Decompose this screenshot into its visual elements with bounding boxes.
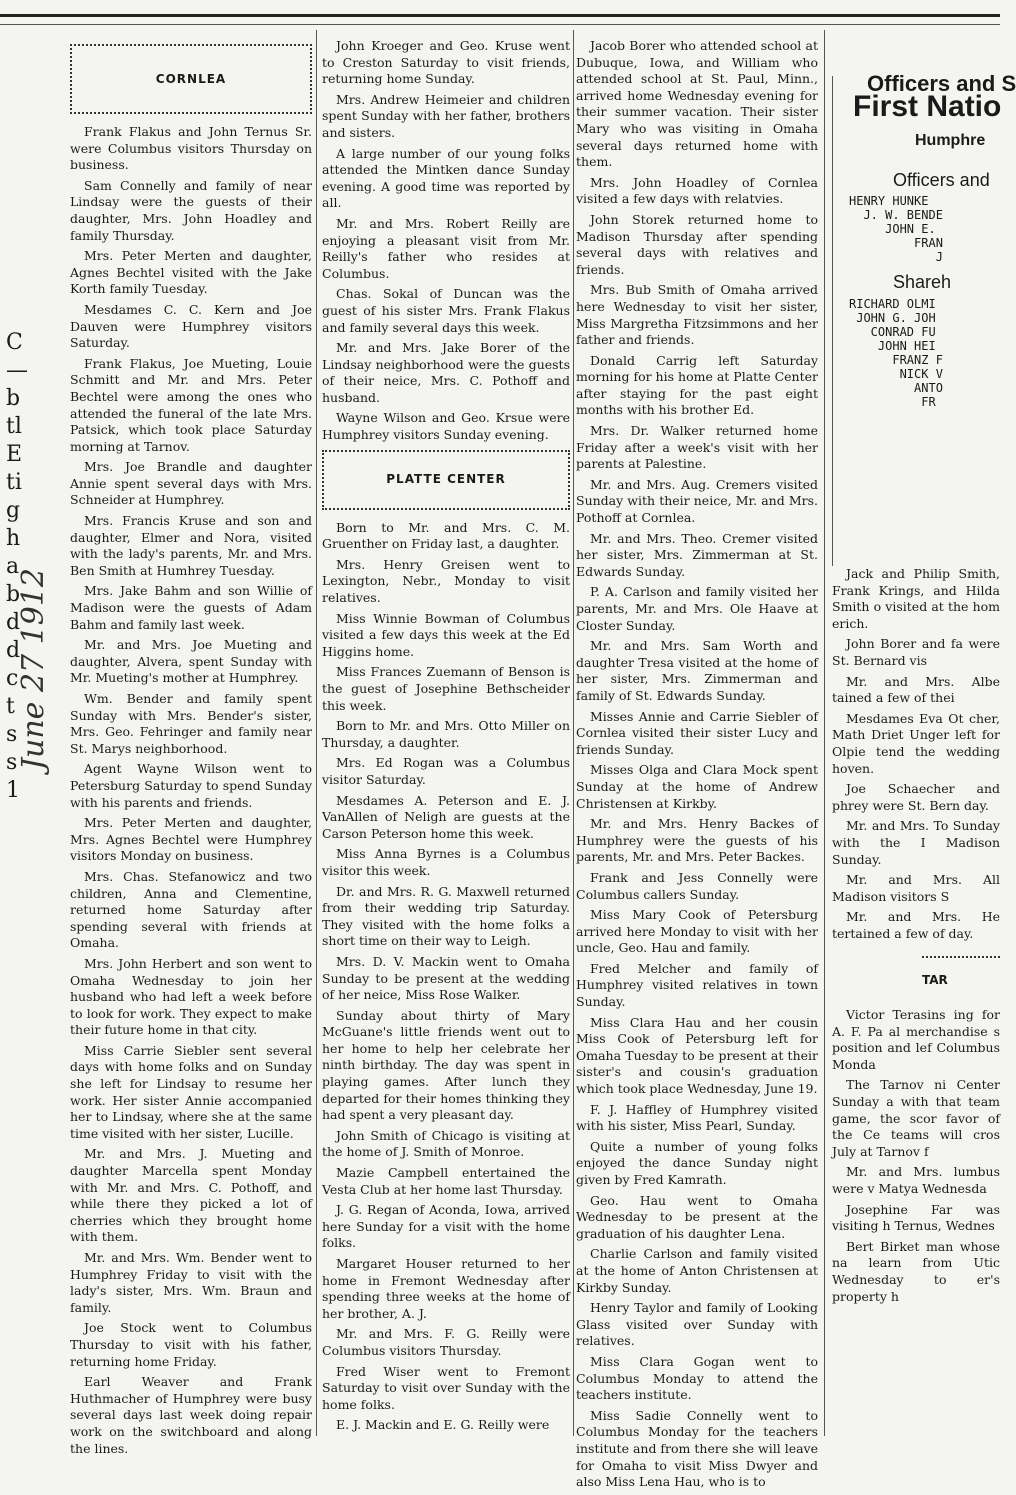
news-item: Margaret Houser returned to her home in Fremont Wednesday after spending three weeks at the home of her brother, A. J. [322,1256,570,1321]
news-item: Miss Clara Hau and her cousin Miss Cook of Petersburg left for Omaha Tuesday to be present at their sister's and cousin's graduation which took place Wednesday, June 19. [576,1014,818,1097]
column-body [832,1007,1000,1305]
news-item: Fred Melcher and family of Humphrey visited relatives in town Sunday. [576,960,818,1010]
news-item: Frank and Jess Connelly were Columbus callers Sunday. [576,869,818,902]
news-item: Bert Birket man whose na learn from Utic Wednesday to er's property h [832,1238,1000,1304]
news-item: Mesdames Eva Ot cher, Math Driet Unger left for Olpie tend the wedding hoven. [832,710,1000,776]
gutter-letter: t [6,694,15,719]
officers-heading: Officers and [893,169,990,190]
name-line: FRAN [849,236,943,251]
section-heading: CORNLEA [155,71,227,86]
news-item: Mrs. Francis Kruse and son and daughter, Elmer and Nora, visited with the lady's parents, Mr. and Mrs. Ben Smith at Humhrey Tuesday. [70,513,312,578]
news-item: Mrs. Andrew Heimeier and children spent Sunday with her father, brothers and sisters. [322,91,570,140]
gutter-letter: 1 [6,778,20,803]
name-line: JOHN G. JOH [849,310,936,325]
news-item: Mrs. Jake Bahm and son Willie of Madison were the guests of Adam Bahm and family last week. [70,583,312,632]
news-item: Victor Terasins ing for A. F. Pa al merchandise s position and lef Columbus Monda [832,1007,1000,1072]
news-item: Mr. and Mrs. F. G. Reilly were Columbus visitors Thursday. [322,1326,570,1358]
news-item: John Smith of Chicago is visiting at the home of J. Smith of Monroe. [322,1127,570,1160]
name-line: NICK V [849,366,943,381]
news-item: Miss Mary Cook of Petersburg arrived here Monday to visit with her uncle, Geo. Hau and family. [576,907,818,956]
news-item: Mrs. Peter Merten and daughter, Mrs. Agnes Bechtel were Humphrey visitors Monday on business. [70,815,312,864]
news-item: Josephine Far was visiting h Ternus, Wednes [832,1201,1000,1234]
news-item: Mrs. Ed Rogan was a Columbus visitor Saturday. [322,755,570,787]
name-line: HENRY HUNKE [849,194,929,209]
name-line: JOHN E. [849,222,936,237]
news-item: Joe Schaecher and phrey were St. Bern day. [832,781,1000,813]
name-line: FR [849,394,936,409]
news-item: Miss Anna Byrnes is a Columbus visitor this week. [322,846,570,878]
news-item: Mrs. Henry Greisen went to Lexington, Nebr., Monday to visit relatives. [322,556,570,606]
news-item: John Storek returned home to Madison Thursday after spending several days with relatives and friends. [576,211,818,277]
news-item: Born to Mr. and Mrs. Otto Miller on Thursday, a daughter. [322,718,570,750]
news-item: Miss Frances Zuemann of Benson is the guest of Josephine Bethscheider this week. [322,664,570,713]
news-item: Joe Stock went to Columbus Thursday to visit with his father, returning home Friday. [70,1320,312,1369]
column-body [70,124,312,1457]
column-bank-ad [832,38,1016,1436]
bank-name: First Natio [853,89,1002,123]
news-item: Frank Flakus and John Ternus Sr. were Columbus visitors Thursday on business. [70,124,312,173]
news-item: John Kroeger and Geo. Kruse went to Creston Saturday to visit friends, returning home Sunday. [322,38,570,87]
gutter-letter: a [6,554,20,579]
news-item: Mr. and Mrs. Aug. Cremers visited Sunday with their neice, Mr. and Mrs. Pothoff at Cornlea. [576,476,818,526]
news-item: Mesdames C. C. Kern and Joe Dauven were Humphrey visitors Saturday. [70,301,312,351]
gutter-letter: d [6,638,21,663]
news-item: Mazie Campbell entertained the Vesta Club at her home last Thursday. [322,1165,570,1197]
news-item: Geo. Hau went to Omaha Wednesday to be present at the graduation of his daughter Lena. [576,1192,818,1241]
news-item: Mr. and Mrs. Albe tained a few of thei [832,673,1000,706]
officers-list [849,194,1000,264]
news-item: P. A. Carlson and family visited her parents, Mr. and Mrs. Ole Haave at Closter Sunday. [576,584,818,633]
news-item: Agent Wayne Wilson went to Petersburg Saturday to spend Sunday with his parents and friends. [70,761,312,810]
column-third [576,38,818,1495]
gutter-letter: g [6,498,21,523]
news-item: Mrs. D. V. Mackin went to Omaha Sunday to be present at the wedding of her neice, Miss Rose Walker. [322,953,570,1003]
news-item: Mr. and Mrs. Henry Backes of Humphrey were the guests of his parents, Mr. and Mrs. Peter Backes. [576,816,818,865]
news-item: Miss Carrie Siebler sent several days with home folks and on Sunday she left for Lindsay to resume her work. Her sister Annie accompanied her to Lindsay, where she at the same time visited with her sister, Lucille. [70,1042,312,1141]
news-item: Misses Olga and Clara Mock spent Sunday at the home of Andrew Christensen at Kirkby. [576,762,818,811]
name-line: CONRAD FU [849,324,936,339]
news-item: Mrs. Bub Smith of Omaha arrived here Wednesday to visit her sister, Miss Margretha Fitzsimmons and her father and friends. [576,282,818,348]
gutter-letter: h [6,526,21,551]
top-rule [0,14,1000,17]
gutter-letter: s [6,722,18,747]
news-item: John Borer and fa were St. Bernard vis [832,636,1000,668]
bank-title-line: Officers and S [867,71,1016,96]
news-item: Dr. and Mrs. R. G. Maxwell returned from their wedding trip Saturday. They visited with the home folks a short time on their way to Leigh. [322,883,570,949]
news-item: Henry Taylor and family of Looking Glass visited over Sunday with relatives. [576,1300,818,1349]
news-item: Mrs. Dr. Walker returned home Friday after a week's visit with her parents at Palestine. [576,423,818,472]
shareholders-heading: Shareh [893,272,952,293]
news-item: Jacob Borer who attended school at Dubuque, Iowa, and William who attended school at St. Paul, Minn., arrived home Wednesday evening for their summer vacation. Their sister Mary who was visiting in Omaha several days returned home with them. [576,38,818,170]
news-item: Fred Wiser went to Fremont Saturday to visit over Sunday with the home folks. [322,1363,570,1412]
news-item: Mr. and Mrs. To Sunday with the I Madison Sunday. [832,818,1000,867]
news-item: Quite a number of young folks enjoyed the dance Sunday night given by Fred Kamrath. [576,1138,818,1187]
news-item: Wm. Bender and family spent Sunday with Mrs. Bender's sister, Mrs. Geo. Fehringer and family near St. Marys neighborhood. [70,691,312,756]
news-item: Mrs. John Hoadley of Cornlea visited a few days with relatvies. [576,174,818,207]
news-item: Misses Annie and Carrie Siebler of Cornlea visited their sister Lucy and friends Sunday. [576,708,818,757]
news-item: Jack and Philip Smith, Frank Krings, and Hilda Smith o visited at the hom erich. [832,566,1000,631]
news-item: F. J. Haffley of Humphrey visited with his sister, Miss Pearl, Sunday. [576,1101,818,1134]
name-line: J. W. BENDE [849,208,943,223]
column-cornlea [70,38,312,1461]
news-item: Mr. and Mrs. Theo. Cremer visited her sister, Mrs. Zimmerman at St. Edwards Sunday. [576,530,818,579]
section-header-box [70,44,312,114]
column-middle [322,38,570,1438]
news-item: Charlie Carlson and family visited at the home of Anton Christensen at Kirkby Sunday. [576,1246,818,1295]
gutter-letter: tl [6,414,22,439]
news-item: Mr. and Mrs. Robert Reilly are enjoying a pleasant visit from Mr. Reilly's father who resides at Columbus. [322,215,570,281]
gutter-letter: c [6,666,19,691]
news-item: Wayne Wilson and Geo. Krsue were Humphrey visitors Sunday evening. [322,410,570,443]
column-divider [573,30,574,1436]
news-item: Mr. and Mrs. Sam Worth and daughter Tresa visited at the home of her sister, Mrs. Zimmerman and family of St. Edwards Sunday. [576,638,818,703]
gutter-letter: ti [6,470,22,495]
section-heading: PLATTE CENTER [386,472,506,487]
news-item: Mr. and Mrs. Wm. Bender went to Humphrey Friday to visit with the lady's sister, Mrs. Wm. Braun and family. [70,1250,312,1315]
news-item: Mrs. Peter Merten and daughter, Agnes Bechtel visited with the Jake Korth family Tuesday. [70,248,312,297]
news-item: Chas. Sokal of Duncan was the guest of his sister Mrs. Frank Flakus and family several days this week. [322,286,570,335]
gutter-letter: — [6,358,28,383]
news-item: Miss Clara Gogan went to Columbus Monday to attend the teachers institute. [576,1353,818,1403]
name-line: FRANZ F [849,352,943,367]
name-line: J [849,250,943,265]
column-body [832,566,1000,942]
gutter-letter: C [6,330,23,355]
news-item: The Tarnov ni Center Sunday a with that team game, the scor favor of the Ce teams will cros July at Tarnov f [832,1077,1000,1159]
section-header-box [322,450,570,510]
news-item: Mr. and Mrs. lumbus were v Matya Wednesda [832,1164,1000,1196]
news-item: Mrs. Chas. Stefanowicz and two children, Anna and Clementine, returned home Saturday after spending several with friends at Omaha. [70,868,312,951]
column-body [322,38,570,444]
news-item: Mr. and Mrs. All Madison visitors S [832,872,1000,904]
gutter-letter: b [6,582,21,607]
news-item: Earl Weaver and Frank Huthmacher of Humphrey were busy several days last week doing repair work on the switchboard and along the lines. [70,1374,312,1456]
top-rule-thin [0,24,1000,25]
news-item: Miss Winnie Bowman of Columbus visited a few days this week at the Ed Higgins home. [322,610,570,659]
name-line: JOHN HEI [849,338,936,353]
section-heading: TAR [922,956,1000,989]
gutter-letter: d [6,610,21,635]
news-item: Mr. and Mrs. Jake Borer of the Lindsay neighborhood were the guests of their neice, Mrs. C. Pothoff and husband. [322,340,570,405]
column-divider [316,30,317,1436]
news-item: Frank Flakus, Joe Mueting, Louie Schmitt and Mr. and Mrs. Peter Bechtel were among the ones who attended the funeral of the late Mrs. Patsick, which took place Saturday morning at Tarnov. [70,355,312,454]
news-item: Mr. and Mrs. Joe Mueting and daughter, Alvera, spent Sunday with Mr. Mueting's mother at Humphrey. [70,637,312,686]
bank-location: Humphre [915,132,986,150]
bank-advertisement [832,71,1016,566]
news-item: Sunday about thirty of Mary McGuane's little friends went out to her home to help her celebrate her ninth birthday. The day was spent in playing games. After lunch they departed for their homes thinking they had spent a very pleasant day. [322,1007,570,1123]
news-item: Mesdames A. Peterson and E. J. VanAllen of Neligh are guests at the Carson Peterson home this week. [322,792,570,841]
news-item: E. J. Mackin and E. G. Reilly were [336,1417,550,1433]
name-line: RICHARD OLMI [849,296,936,311]
name-line: ANTO [849,380,943,395]
handwritten-date: June 27 1912 [16,567,51,770]
column-body [322,520,570,1434]
gutter-letter: s [6,750,18,775]
news-item: J. G. Regan of Aconda, Iowa, arrived here Sunday for a visit with the home folks. [322,1202,570,1251]
news-item: Mr. and Mrs. J. Mueting and daughter Marcella spent Monday with Mr. and Mrs. C. Pothoff, and while there they picked a lot of cherries which they brought home with them. [70,1146,312,1245]
gutter-letter: b [6,386,21,411]
news-item: Mrs. Joe Brandle and daughter Annie spent several days with Mrs. Schneider at Humphrey. [70,459,312,508]
news-item: Born to Mr. and Mrs. C. M. Gruenther on Friday last, a daughter. [322,519,570,552]
news-item: Donald Carrig left Saturday morning for his home at Platte Center after staying for the past eight months with his brother Ed. [576,352,818,418]
column-body [576,38,818,1491]
column-divider [824,30,825,1436]
news-item: Mr. and Mrs. He tertained a few of day. [832,909,1000,941]
shareholders-list [849,297,1000,409]
gutter-letter: E [6,442,23,467]
news-item: Miss Sadie Connelly went to Columbus Monday for the teachers institute and from there she will leave for Omaha to visit Miss Dwyer and also Miss Lena Hau, who is to [576,1407,819,1490]
news-item: A large number of our young folks attended the Mintken dance Sunday evening. A good time was reported by all. [322,145,570,211]
news-item: Sam Connelly and family of near Lindsay were the guests of their daughter, Mrs. John Hoadley and family Thursday. [70,177,312,243]
news-item: Mrs. John Herbert and son went to Omaha Wednesday to join her husband who had left a week before to look for work. They expect to make their future home in that city. [70,955,312,1038]
